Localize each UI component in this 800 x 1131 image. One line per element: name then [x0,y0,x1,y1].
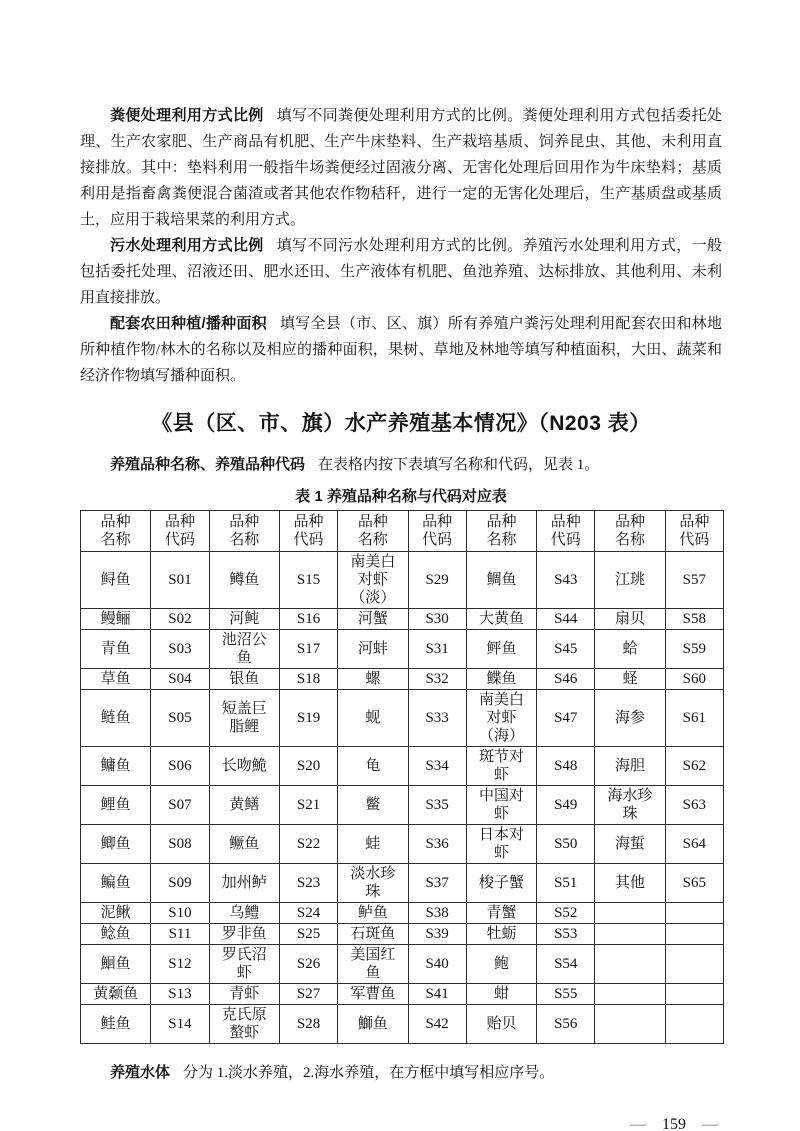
table-row [81,552,724,609]
header-cell-line: 代码 [679,532,710,548]
species-name-cell: 罗非鱼 [209,924,279,945]
species-code-cell: S46 [537,669,595,690]
header-cell-line: 名称 [615,532,646,548]
species-code-cell: S58 [665,609,723,630]
species-name-cell: 黄颡鱼 [81,984,151,1005]
species-code-cell [665,903,723,924]
table-row [81,609,724,630]
header-cell-species-name [466,511,536,552]
species-name-cell: 长吻鮠 [209,747,279,786]
species-code-cell: S01 [151,552,209,609]
species-name-cell: 中国对虾 [466,786,536,825]
species-name-cell: 鲶鱼 [81,924,151,945]
species-name-cell: 海参 [595,690,665,747]
definition-paragraph-sewage [80,233,722,311]
species-code-cell: S16 [279,609,337,630]
table-header-row [81,511,724,552]
species-name-cell: 大黄鱼 [466,609,536,630]
species-code-cell [665,984,723,1005]
species-name-cell: 海水珍珠 [595,786,665,825]
species-code-cell [665,924,723,945]
header-cell-species-name [81,511,151,552]
species-code-cell: S24 [279,903,337,924]
species-code-cell: S26 [279,945,337,984]
species-code-cell: S48 [537,747,595,786]
species-name-cell: 蛤 [595,630,665,669]
species-code-cell: S29 [408,552,466,609]
species-name-cell: 南美白对虾（海） [466,690,536,747]
species-code-cell: S23 [279,864,337,903]
species-name-cell: 泥鳅 [81,903,151,924]
species-name-cell: 鲷鱼 [466,552,536,609]
species-name-cell [595,924,665,945]
table-caption: 表 1 养殖品种名称与代码对应表 [295,488,507,505]
species-code-cell: S55 [537,984,595,1005]
species-code-cell: S41 [408,984,466,1005]
species-name-cell: 草鱼 [81,669,151,690]
species-code-cell: S54 [537,945,595,984]
species-code-cell: S65 [665,864,723,903]
species-name-cell [595,945,665,984]
species-code-cell: S37 [408,864,466,903]
species-code-cell: S19 [279,690,337,747]
species-code-cell: S40 [408,945,466,984]
species-code-cell: S28 [279,1005,337,1044]
table-row [81,984,724,1005]
page-number [80,1116,722,1131]
header-cell-line: 品种 [357,514,388,530]
species-code-cell [665,1005,723,1044]
species-name-cell: 蚶 [466,984,536,1005]
species-name-cell: 海蜇 [595,825,665,864]
species-code-cell: S42 [408,1005,466,1044]
species-code-cell: S31 [408,630,466,669]
species-note-text: 在表格内按下表填写名称和代码，见表 1。 [318,457,600,473]
species-code-cell: S51 [537,864,595,903]
species-code-cell: S09 [151,864,209,903]
page-number-dash-right: — [702,1116,718,1131]
species-name-cell: 日本对虾 [466,825,536,864]
species-code-cell: S03 [151,630,209,669]
table-row [81,630,724,669]
species-name-cell: 短盖巨脂鲤 [209,690,279,747]
species-code-cell: S52 [537,903,595,924]
species-name-cell: 鲢鱼 [81,690,151,747]
species-name-cell: 河蚌 [338,630,408,669]
species-code-cell: S60 [665,669,723,690]
header-cell-line: 名称 [486,532,517,548]
table-row [81,825,724,864]
species-name-cell: 鲆鱼 [466,630,536,669]
species-name-cell: 蛙 [338,825,408,864]
table-row [81,903,724,924]
species-code-cell: S64 [665,825,723,864]
header-cell-line: 名称 [229,532,260,548]
species-name-cell: 鳟鱼 [209,552,279,609]
species-name-cell: 南美白对虾（淡） [338,552,408,609]
definition-text: 填写不同粪便处理利用方式的比例。粪便处理利用方式包括委托处理、生产农家肥、生产商品有机肥、生产牛床垫料、生产栽培基质、饲养昆虫、其他、未利用直接排放。其中：垫料利用一般指牛场粪便经过固液分离、无害化处理后回用作为牛床垫料；基质利用是指畜禽粪便混合菌渣或者其他农作物秸秆，进行一定的无害化处理后，生产基质盘或基质土，应用于栽培果菜的利用方式。 [80,108,722,228]
table-row [81,864,724,903]
species-code-cell: S43 [537,552,595,609]
species-name-cell: 河蟹 [338,609,408,630]
species-code-cell: S10 [151,903,209,924]
table-row [81,1005,724,1044]
species-code-cell: S15 [279,552,337,609]
species-name-cell: 黄鳝 [209,786,279,825]
header-cell-line: 品种 [164,514,195,530]
header-cell-species-code [151,511,209,552]
species-code-cell: S59 [665,630,723,669]
species-name-cell: 鮰鱼 [81,945,151,984]
species-code-note [80,452,722,478]
species-name-cell: 海胆 [595,747,665,786]
species-code-cell: S49 [537,786,595,825]
species-code-cell: S62 [665,747,723,786]
species-code-cell: S25 [279,924,337,945]
species-name-cell: 鲈鱼 [338,903,408,924]
species-code-cell: S50 [537,825,595,864]
header-cell-line: 品种 [100,514,131,530]
species-code-cell: S32 [408,669,466,690]
species-code-cell: S04 [151,669,209,690]
table-row [81,690,724,747]
water-note-term: 养殖水体 [110,1064,171,1081]
definition-paragraph-manure [80,103,722,233]
species-name-cell: 鳗鲡 [81,609,151,630]
species-name-cell: 扇贝 [595,609,665,630]
species-name-cell: 鳖 [338,786,408,825]
species-name-cell: 鲽鱼 [466,669,536,690]
species-code-cell: S57 [665,552,723,609]
species-code-cell: S53 [537,924,595,945]
species-code-cell [665,945,723,984]
species-code-cell: S47 [537,690,595,747]
species-code-cell: S12 [151,945,209,984]
header-cell-line: 代码 [550,532,581,548]
species-name-cell: 贻贝 [466,1005,536,1044]
species-name-cell: 牡蛎 [466,924,536,945]
table-row [81,786,724,825]
species-name-cell: 罗氏沼虾 [209,945,279,984]
definition-term: 污水处理利用方式比例 [110,237,264,254]
water-note-text: 分为 1.淡水养殖，2.海水养殖，在方框中填写相应序号。 [183,1065,555,1081]
definition-text: 填写全县（市、区、旗）所有养殖户粪污处理利用配套农田和林地所种植作物/林木的名称以及相应的播种面积，果树、草地及林地等填写种植面积，大田、蔬菜和经济作物填写播种面积。 [80,316,722,384]
species-code-cell: S35 [408,786,466,825]
species-name-cell [595,984,665,1005]
species-name-cell: 其他 [595,864,665,903]
species-name-cell: 青虾 [209,984,279,1005]
species-name-cell: 鲑鱼 [81,1005,151,1044]
header-cell-species-code [279,511,337,552]
header-cell-line: 品种 [229,514,260,530]
header-cell-line: 品种 [615,514,646,530]
species-code-cell: S63 [665,786,723,825]
header-cell-species-name [209,511,279,552]
header-cell-line: 代码 [164,532,195,548]
species-name-cell: 克氏原螯虾 [209,1005,279,1044]
species-name-cell: 鲟鱼 [81,552,151,609]
species-code-cell: S17 [279,630,337,669]
species-name-cell: 龟 [338,747,408,786]
species-name-cell: 军曹鱼 [338,984,408,1005]
species-code-cell: S08 [151,825,209,864]
species-name-cell: 斑节对虾 [466,747,536,786]
species-code-cell: S36 [408,825,466,864]
header-cell-species-code [537,511,595,552]
species-code-cell: S61 [665,690,723,747]
species-code-cell: S44 [537,609,595,630]
species-code-cell: S13 [151,984,209,1005]
species-name-cell: 鰤鱼 [338,1005,408,1044]
species-code-cell: S27 [279,984,337,1005]
header-cell-species-code [408,511,466,552]
header-cell-species-name [338,511,408,552]
table-row [81,669,724,690]
header-cell-line: 品种 [486,514,517,530]
species-code-cell: S33 [408,690,466,747]
definition-term: 粪便处理利用方式比例 [110,107,264,124]
species-code-cell: S22 [279,825,337,864]
header-cell-line: 名称 [357,532,388,548]
species-code-cell: S07 [151,786,209,825]
species-name-cell: 石斑鱼 [338,924,408,945]
species-name-cell: 鳊鱼 [81,864,151,903]
definition-term: 配套农田种植/播种面积 [110,315,267,332]
header-cell-line: 品种 [679,514,710,530]
species-name-cell: 银鱼 [209,669,279,690]
species-code-cell: S14 [151,1005,209,1044]
header-cell-species-name [595,511,665,552]
species-code-cell: S30 [408,609,466,630]
page-number-value: 159 [662,1116,686,1131]
species-code-cell: S21 [279,786,337,825]
table-row [81,747,724,786]
species-name-cell: 鲍 [466,945,536,984]
section-title: 《县（区、市、旗）水产养殖基本情况》（N203 表） [151,412,651,435]
definition-paragraph-farmland [80,311,722,389]
species-name-cell [595,903,665,924]
species-name-cell: 青蟹 [466,903,536,924]
table-row [81,924,724,945]
species-code-cell: S56 [537,1005,595,1044]
header-cell-line: 品种 [422,514,453,530]
species-name-cell: 青鱼 [81,630,151,669]
species-name-cell: 梭子蟹 [466,864,536,903]
species-code-table [80,510,724,1044]
species-note-term: 养殖品种名称、养殖品种代码 [110,456,306,473]
species-name-cell: 鳜鱼 [209,825,279,864]
species-code-cell: S11 [151,924,209,945]
species-name-cell: 江珧 [595,552,665,609]
species-code-cell: S45 [537,630,595,669]
table-row [81,945,724,984]
page-number-dash-left: — [630,1116,646,1131]
species-code-cell: S39 [408,924,466,945]
species-name-cell: 池沼公鱼 [209,630,279,669]
species-name-cell: 螺 [338,669,408,690]
species-name-cell: 鲫鱼 [81,825,151,864]
species-code-cell: S38 [408,903,466,924]
species-code-cell: S18 [279,669,337,690]
species-code-cell: S02 [151,609,209,630]
definition-text: 填写不同污水处理利用方式的比例。养殖污水处理利用方式，一般包括委托处理、沼液还田、肥水还田、生产液体有机肥、鱼池养殖、达标排放、其他利用、未利用直接排放。 [80,238,722,306]
species-code-cell: S20 [279,747,337,786]
species-name-cell: 鲤鱼 [81,786,151,825]
species-name-cell: 河鲀 [209,609,279,630]
species-name-cell: 鳙鱼 [81,747,151,786]
species-name-cell: 淡水珍珠 [338,864,408,903]
species-code-cell: S34 [408,747,466,786]
header-cell-line: 代码 [422,532,453,548]
header-cell-line: 名称 [100,532,131,548]
species-name-cell: 乌鳢 [209,903,279,924]
header-cell-species-code [665,511,723,552]
species-name-cell: 加州鲈 [209,864,279,903]
header-cell-line: 品种 [550,514,581,530]
species-name-cell [595,1005,665,1044]
header-cell-line: 品种 [293,514,324,530]
species-code-cell: S05 [151,690,209,747]
species-name-cell: 美国红鱼 [338,945,408,984]
species-code-cell: S06 [151,747,209,786]
header-cell-line: 代码 [293,532,324,548]
species-name-cell: 蚬 [338,690,408,747]
water-body-note [80,1060,722,1086]
species-name-cell: 蛏 [595,669,665,690]
